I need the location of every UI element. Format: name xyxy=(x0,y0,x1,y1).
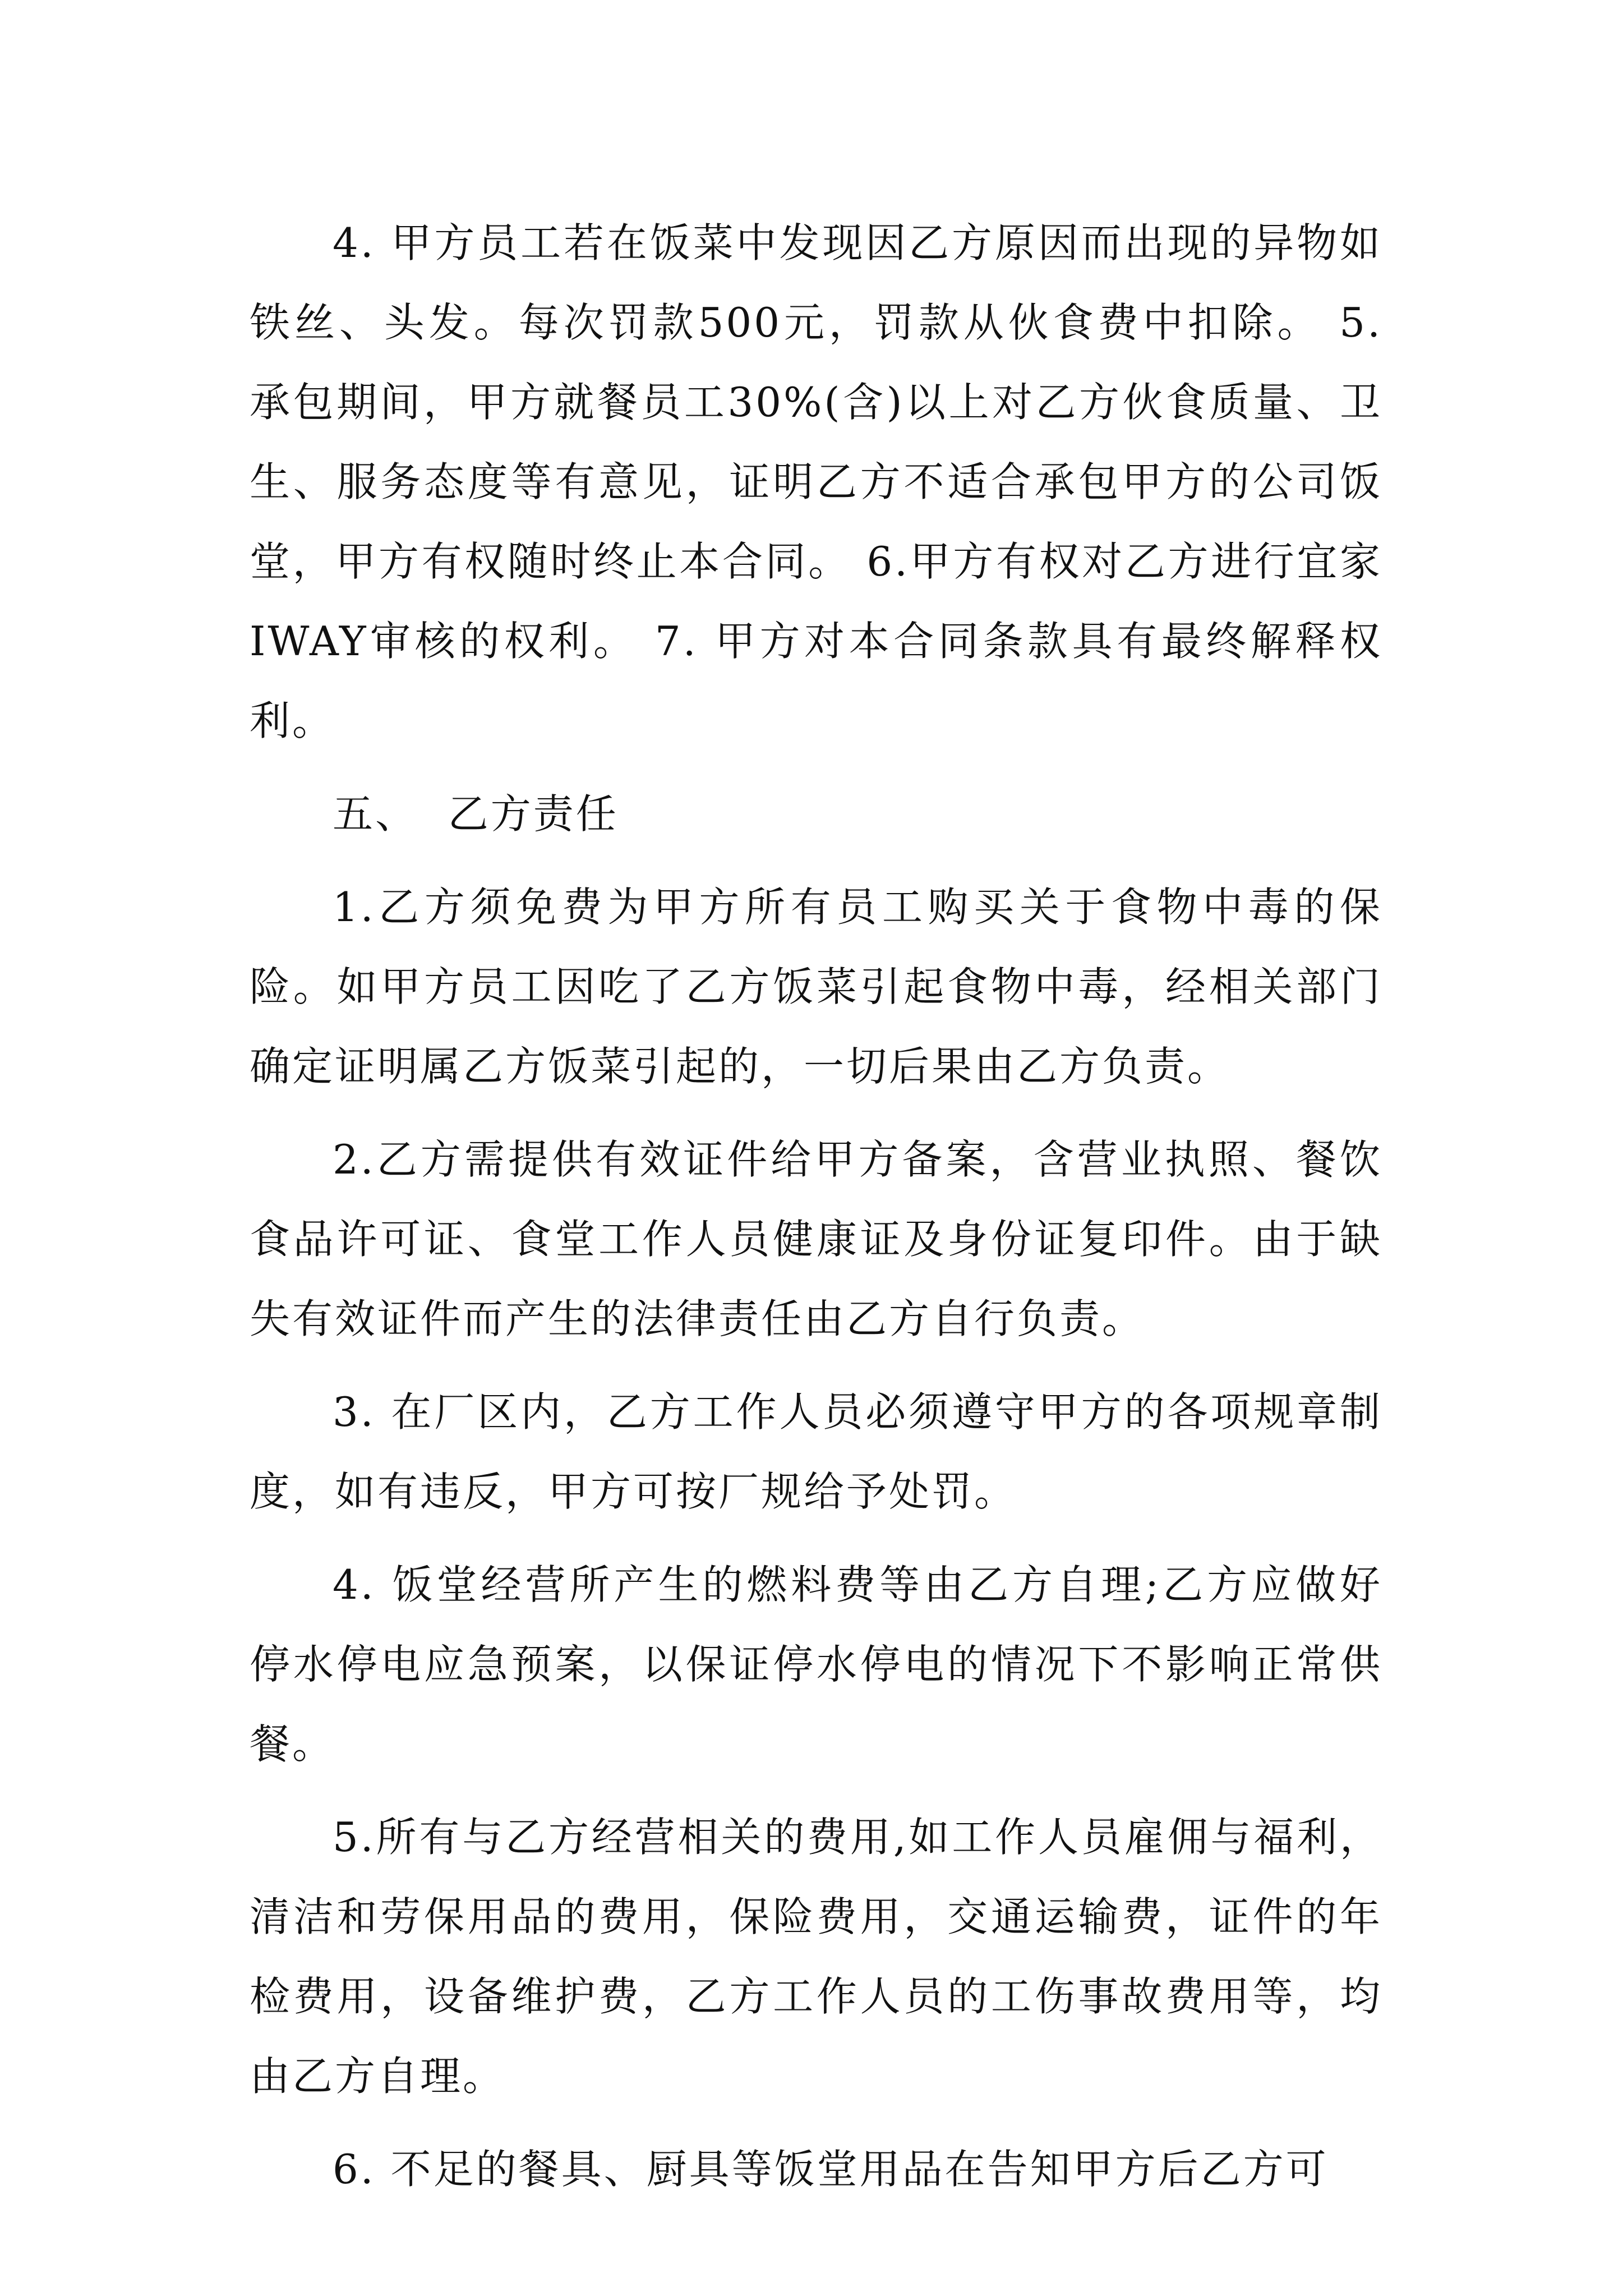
paragraph-gap xyxy=(250,854,1382,867)
clause-yi-2: 2.乙方需提供有效证件给甲方备案，含营业执照、餐饮食品许可证、食堂工作人员健康证及身份证复印件。由于缺失有效证件而产生的法律责任由乙方自行负责。 xyxy=(250,1136,1382,1342)
clause-jia-4-to-7: 4. 甲方员工若在饭菜中发现因乙方原因而出现的异物如铁丝、头发。每次罚款500元，罚款从伙食费中扣除。 5. 承包期间，甲方就餐员工30%(含)以上对乙方伙食质量、卫生、服务态度等有意见，证明乙方不适合承包甲方的公司饭堂，甲方有权随时终止本合同。 6.甲方有权对乙方进行宜家IWAY审核的权利。 7. 甲方对本合同条款具有最终解释权利。 xyxy=(250,219,1382,744)
paragraph-gap xyxy=(250,2116,1382,2129)
clause-yi-1: 1.乙方须免费为甲方所有员工购买关于食物中毒的保险。如甲方员工因吃了乙方饭菜引起食物中毒，经相关部门确定证明属乙方饭菜引起的，一切后果由乙方负责。 xyxy=(250,884,1382,1090)
paragraph-gap xyxy=(250,1531,1382,1545)
paragraph-gap xyxy=(250,1106,1382,1120)
paragraph-gap xyxy=(250,1359,1382,1372)
clause-yi-6: 6. 不足的餐具、厨具等饭堂用品在告知甲方后乙方可 xyxy=(333,2146,1329,2193)
clause-yi-3: 3. 在厂区内，乙方工作人员必须遵守甲方的各项规章制度，如有违反，甲方可按厂规给予处罚。 xyxy=(250,1388,1382,1515)
clause-yi-4: 4. 饭堂经营所产生的燃料费等由乙方自理;乙方应做好停水停电应急预案，以保证停水停电的情况下不影响正常供餐。 xyxy=(250,1561,1382,1768)
clause-yi-5: 5.所有与乙方经营相关的费用,如工作人员雇佣与福利，清洁和劳保用品的费用，保险费用，交通运输费，证件的年检费用，设备维护费，乙方工作人员的工伤事故费用等，均由乙方自理。 xyxy=(250,1814,1382,2100)
paragraph-gap xyxy=(250,1784,1382,1797)
document-body xyxy=(250,203,1382,2209)
paragraph-gap xyxy=(250,761,1382,774)
section-heading-yi-responsibility: 五、 乙方责任 xyxy=(333,790,619,838)
